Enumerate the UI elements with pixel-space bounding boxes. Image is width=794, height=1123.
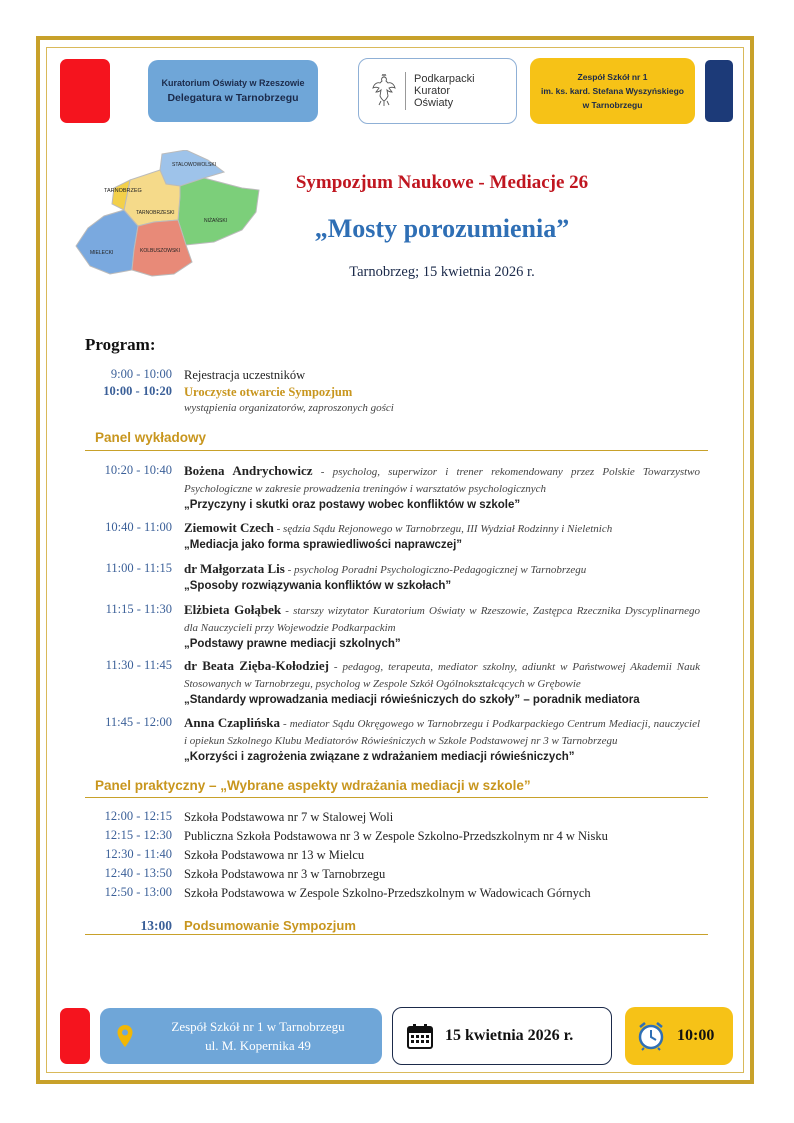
talk-title: „Przyczyny i skutki oraz postawy wobec konfliktów w szkole”: [184, 499, 521, 511]
row-time: 12:50 - 13:00: [104, 885, 172, 899]
row-time: 9:00 - 10:00: [110, 367, 172, 381]
lecture-row: [86, 561, 702, 594]
map-label-stalowowolski: STALOWOWOLSKI: [172, 162, 217, 168]
kurator-line-1: Podkarpacki: [414, 73, 475, 85]
row-text: Szkoła Podstawowa nr 7 w Stalowej Woli: [184, 810, 394, 824]
school-badge: [530, 58, 695, 124]
map-label-kolbuszowski: KOLBUSZOWSKI: [140, 248, 181, 254]
program-heading: Program:: [85, 335, 156, 354]
school-line-2: im. ks. kard. Stefana Wyszyńskiego: [541, 86, 684, 96]
row-time: 12:30 - 11:40: [105, 847, 172, 861]
row-time: 11:00 - 11:15: [105, 561, 172, 575]
row-body: [184, 384, 700, 416]
row-body: [184, 463, 700, 513]
row-time: 11:30 - 11:45: [105, 658, 172, 672]
row-text: Rejestracja uczestników: [184, 368, 306, 382]
map-label-mielecki: MIELECKI: [90, 250, 114, 256]
lecture-row: [86, 715, 702, 765]
divider: [85, 934, 708, 935]
event-title: Sympozjum Naukowe - Mediacje 26: [295, 172, 589, 193]
row-time: 12:15 - 12:30: [104, 828, 172, 842]
row-time: 10:00 - 10:20: [103, 384, 172, 398]
time-badge: [625, 1007, 733, 1065]
row-time: 10:20 - 10:40: [104, 463, 172, 477]
school-line-3: w Tarnobrzegu: [582, 100, 643, 110]
venue-address: [134, 1017, 382, 1055]
kurator-text: [414, 73, 475, 109]
row-time: 12:40 - 13:50: [104, 866, 172, 880]
lecture-row: [86, 520, 702, 553]
closing-text: Podsumowanie Sympozjum: [184, 918, 356, 933]
map-label-tarnobrzeski: TARNOBRZESKI: [136, 210, 175, 216]
kuratorium-badge: [148, 60, 318, 122]
talk-title: „Korzyści i zagrożenia związane z wdrażaniem mediacji rówieśniczych”: [184, 751, 575, 763]
panel-practical-title: Panel praktyczny – „Wybrane aspekty wdrażania mediacji w szkole”: [95, 778, 531, 793]
lecture-row: [86, 463, 702, 513]
divider: [85, 797, 708, 798]
logo-divider: [405, 72, 406, 110]
row-text: Szkoła Podstawowa w Zespole Szkolno-Przedszkolnym w Wadowicach Górnych: [184, 886, 591, 900]
red-square-bottom: [60, 1008, 90, 1064]
speaker-desc: - psycholog, superwizor i trener rekomendowany przez Polskie Towarzystwo Psychologiczne w zakresie prowadzenia treningów i warsztatów psychologicznych: [184, 466, 700, 495]
row-text: Szkoła Podstawowa nr 3 w Tarnobrzegu: [184, 867, 386, 881]
calendar-icon: [407, 1023, 433, 1049]
venue-name: Zespół Szkół nr 1 w Tarnobrzegu: [171, 1019, 345, 1034]
speaker-desc: - psycholog Poradni Psychologiczno-Pedagogicznej w Tarnobrzegu: [284, 564, 587, 576]
row-time: 10:40 - 11:00: [105, 520, 172, 534]
row-time: 11:45 - 12:00: [105, 715, 172, 729]
row-time: 13:00: [140, 918, 172, 933]
event-date: 15 kwietnia 2026 r.: [445, 1027, 574, 1044]
opening-desc: wystąpienia organizatorów, zaproszonych gości: [184, 402, 394, 414]
lecture-row: [86, 658, 702, 708]
speaker-name: dr Beata Zięba-Kołodziej: [184, 658, 329, 673]
row-body: [184, 715, 700, 765]
row-body: [184, 658, 700, 708]
speaker-name: Ziemowit Czech: [184, 520, 274, 535]
lecture-row: [86, 602, 702, 652]
event-motto: „Mosty porozumienia”: [314, 214, 570, 243]
practical-row: [86, 885, 702, 901]
location-pin-icon: [116, 1024, 134, 1048]
program-row: [86, 367, 702, 383]
panel-lectures-title: Panel wykładowy: [95, 430, 207, 445]
speaker-desc: - sędzia Sądu Rejonowego w Tarnobrzegu, III Wydział Rodzinny i Nieletnich: [273, 523, 613, 535]
event-time: 10:00: [677, 1027, 715, 1044]
practical-row: [86, 828, 702, 844]
talk-title: „Podstawy prawne mediacji szkolnych”: [184, 638, 401, 650]
row-body: [184, 602, 700, 652]
date-badge: [392, 1007, 612, 1065]
row-body: [184, 520, 700, 553]
row-body: [184, 561, 700, 594]
practical-row: [86, 866, 702, 882]
kurator-line-3: Oświaty: [414, 97, 454, 109]
talk-title: „Mediacja jako forma sprawiedliwości naprawczej”: [184, 539, 463, 551]
row-text: Publiczna Szkoła Podstawowa nr 3 w Zespole Szkolno-Przedszkolnym nr 4 w Nisku: [184, 829, 608, 843]
speaker-name: Anna Czaplińska: [184, 715, 281, 730]
venue-badge: [100, 1008, 382, 1064]
speaker-name: dr Małgorzata Lis: [184, 561, 285, 576]
row-text: Szkoła Podstawowa nr 13 w Mielcu: [184, 848, 365, 862]
speaker-desc: - starszy wizytator Kuratorium Oświaty w Rzeszowie, Zastępca Rzecznika Dyscyplinarnego dla Nauczycieli przy Wojewodzie Podkarpackim: [184, 605, 700, 634]
eagle-emblem-icon: [371, 74, 397, 108]
kurator-line-2: Kurator: [414, 85, 451, 97]
kurator-logo-badge: [358, 58, 517, 124]
practical-row: [86, 847, 702, 863]
red-square-top: [60, 59, 110, 123]
navy-square-top: [705, 60, 733, 122]
delegatura-name: Delegatura w Tarnobrzegu: [167, 92, 299, 104]
kuratorium-name: Kuratorium Oświaty w Rzeszowie: [161, 78, 305, 88]
venue-street: ul. M. Kopernika 49: [205, 1038, 311, 1053]
row-time: 11:15 - 11:30: [105, 602, 172, 616]
opening-title: Uroczyste otwarcie Sympozjum: [184, 385, 353, 399]
map-label-nizanski: NIŻAŃSKI: [204, 218, 228, 224]
map-label-tarnobrzeg: TARNOBRZEG: [104, 188, 142, 194]
speaker-name: Elżbieta Gołąbek: [184, 602, 282, 617]
practical-row: [86, 809, 702, 825]
speaker-desc: - pedagog, terapeuta, mediator szkolny, adiunkt w Państwowej Akademii Nauk Stosowanych w Tarnobrzegu, psycholog w Zespole Szkół Ogólnokształcących w Grębowie: [184, 661, 700, 690]
speaker-desc: - mediator Sądu Okręgowego w Tarnobrzegu i Podkarpackiego Centrum Mediacji, nauczyciel i opiekun Szkolnego Klubu Mediatorów Rówieśniczych w Szkole Podstawowej nr 3 w Tarnobrzegu: [184, 718, 701, 747]
divider: [85, 450, 708, 451]
school-line-1: Zespół Szkół nr 1: [577, 72, 648, 82]
program-row: [86, 384, 702, 416]
row-time: 12:00 - 12:15: [104, 809, 172, 823]
talk-title: „Sposoby rozwiązywania konfliktów w szkołach”: [184, 580, 452, 592]
event-place-date: Tarnobrzeg; 15 kwietnia 2026 r.: [349, 264, 535, 280]
alarm-clock-icon: [637, 1021, 665, 1051]
speaker-name: Bożena Andrychowicz: [184, 463, 313, 478]
talk-title: „Standardy wprowadzania mediacji rówieśniczych do szkoły” – poradnik mediatora: [184, 694, 640, 706]
closing-row: [86, 918, 702, 934]
